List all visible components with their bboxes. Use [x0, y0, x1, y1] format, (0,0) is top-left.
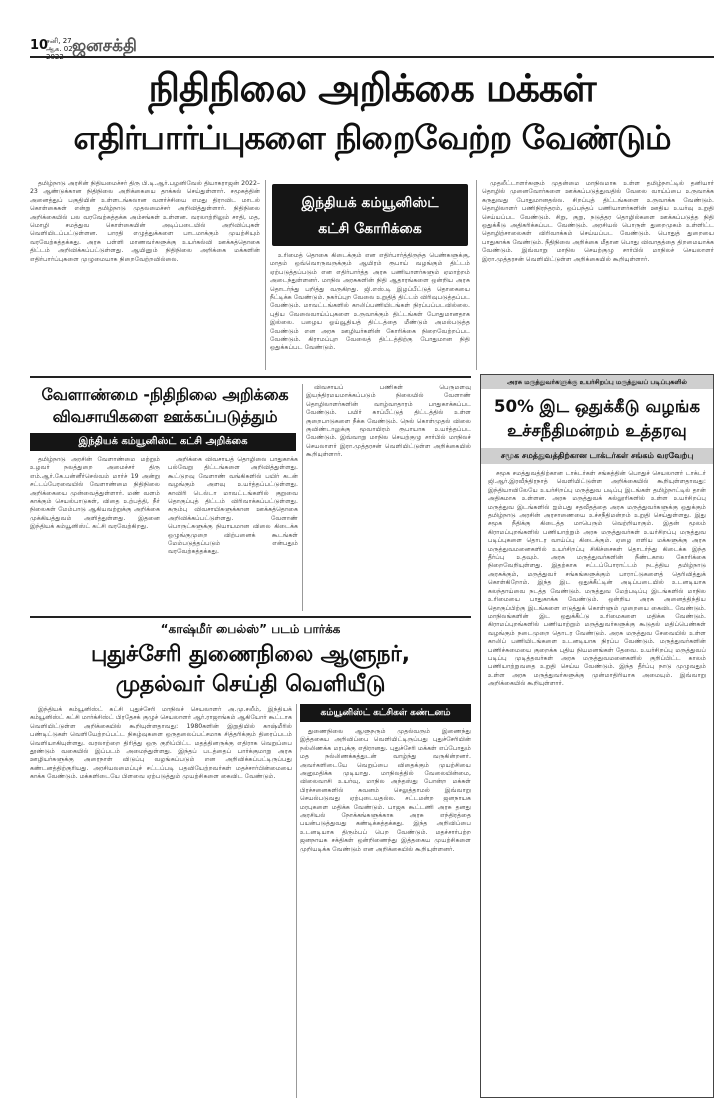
story3-title: 50% இட ஒதுக்கீடு வழங்க உச்சநீதிமன்றம் உத்தரவு — [493, 396, 701, 440]
story1-column-3: முதலீட்டாளர்களும் முதன்மை மாநிலமாக உள்ள தமிழ்நாட்டில் தனியார் தொழில் முனைவோர்களை ஊக்கப்படுத்துவதில் வேலை வாய்ப்பை உருவாக்க கருதுவது போதுமானதல்ல. சிறப்புத் திட்டங்களை உருவாக்க வேண்டும். தொழிலாளர் பணிநிரந்தரம், ஒப்பந்தப் பணியாளர்களின் ஊதிய உயர்வு உறுதி செய்யப்பட வேண்டும். சிறு, குறு, நடுத்தர தொழில்களை ஊக்கப்படுத்த நிதி ஒதுக்கீடு அதிகரிக்கப்பட வேண்டும். அரசியல் பொருள் துறைமுகம் உள்ளிட்ட தொழிற்சாலைகள் விரிவாக்கம் செய்யப்பட வேண்டும். பொதுத் துறையை பாதுகாக்க வேண்டும். நீதிநிலை அறிக்கை மீதான பொது விவாதத்தை திறமையாக்க வேண்டும். இவ்வாறு மாநில செயற்குழு சார்பில் மாநிலச் செயலாளர் இரா.முத்தரசன் வெளியிட்டுள்ள அறிக்கையில் கூறியுள்ளார். — [482, 180, 714, 263]
story2-title: வேளாண்மை -நிதிநிலை அறிக்கை விவசாயிகளை ஊக்கப்படுத்தும் — [41, 385, 289, 426]
story4-column-1: இந்தியக் கம்யூனிஸ்ட் கட்சி புதுச்சேரி மாநிலச் செயலாளர் அ.மு.சலீம், இந்தியக் கம்யூனிஸ்ட் கட்சி மார்க்சிஸ்ட் பிரதேசக் குழுச் செயலாளர் ஆர்.ராஜாங்கம் ஆகியோர் கூட்டாக வெளியிட்டுள்ள அறிக்கையில் கூறியுள்ளதாவது: 1980களின் இறுதியில் காஷ்மீரில் பண்டிட்டுகள் வெளியேற்றப்பட்ட நிகழ்வுகளை ஒருதலைப்பட்சமாக சித்தரிக்கும் திரைப்படம் வெளியாகியுள்ளது. வரலாற்றை திரித்து ஒரு குறிப்பிட்ட மதத்தினருக்கு எதிராக வெறுப்பை தூண்டும் வகையில் இப்படம் அமைந்துள்ளது. இந்தப் படத்தைப் பார்க்குமாறு அரசு ஊழியர்களுக்கு அரைநாள் விடுப்பு வழங்கப்படும் என அறிவிக்கப்பட்டிருப்பது கண்டனத்திற்குரியது. அரசியலமைப்புச் சட்டப்படி பதவியேற்றவர்கள் மதச்சார்பின்மையை காக்க வேண்டும். மக்களிடையே பிளவை ஏற்படுத்தும் முயற்சிகளை கைவிட வேண்டும். — [30, 706, 292, 781]
story3-bar: சமூக சமத்துவத்திற்கான டாக்டர்கள் சங்கம் வரவேற்பு — [481, 448, 713, 464]
story2-column-3: விவசாயப் பணிகள் பெருமளவு இயந்திரமயமாக்கப்படும் நிலையில் வேளாண் தொழிலாளர்களின் வாழ்வாதாரம் பாதுகாக்கப்பட வேண்டும். பயிர் காப்பீட்டுத் திட்டத்தில் உள்ள குறைபாடுகளை நீக்க வேண்டும். நெல் கொள்முதல் விலை குவிண்டாலுக்கு மூவாயிரம் ரூபாயாக உயர்த்தப்பட வேண்டும். இவ்வாறு மாநில செயற்குழு சார்பில் மாநிலச் செயலாளர் இரா.முத்தரசன் வெளியிட்டுள்ள அறிக்கையில் கூறியுள்ளார். — [306, 384, 471, 459]
header-rule — [30, 56, 714, 58]
story2-rule — [30, 376, 471, 378]
story4-kicker: “காஷ்மீர் பைல்ஸ்” படம் பார்க்க — [160, 622, 341, 636]
cpi-demand-box: இந்தியக் கம்யூனிஸ்ட் கட்சி கோரிக்கை — [272, 184, 468, 246]
page-number: 10 — [30, 38, 49, 53]
story1-column-2: உரிமைத் தொகை கிடைக்கும் என எதிர்பார்த்திருந்த பெண்களுக்கு, மாதம் ஒவ்வொருவருக்கும் ஆயிரம் ரூபாய் வழங்கும் திட்டம் ஏற்படுத்தப்படும் என எதிர்பார்த்த அரசு பணியாளர்களும் ஏமாற்றம் அடைந்துள்ளனர். மாநில அரசுகளின் நிதி ஆதாரங்களை ஒன்றிய அரசு தொடர்ந்து பறித்து வருகிறது. ஜி.எஸ்.டி இழப்பீட்டுத் தொகையை நீட்டிக்க வேண்டும். நகர்ப்புற வேலை உறுதித் திட்டம் விரிவுபடுத்தப்பட வேண்டும். மாவட்டங்களில் காலிப்பணியிடங்கள் நிரப்பப்படவில்லை. புதிய வேலைவாய்ப்புகளை உருவாக்கும் திட்டங்கள் போதுமானதாக இல்லை. பழைய ஓய்வூதியத் திட்டத்தை மீண்டும் அமல்படுத்த வேண்டும் என அரசு ஊழியர்களின் கோரிக்கை நிறைவேற்றப்பட வேண்டும். கிராமப்புற வேலைத் திட்டத்திற்கு போதுமான நிதி ஒதுக்கப்பட வேண்டும். — [270, 252, 470, 352]
masthead: ஜனசக்தி — [72, 36, 137, 56]
issue-date: சனி, 27 ஆக. 02 — [46, 37, 73, 53]
headline-line-2: எதிர்பார்ப்புகளை நிறைவேற்ற வேண்டும் — [73, 118, 671, 157]
story1-column-1: தமிழ்நாடு அரசின் நிதியமைச்சர் திரு பி.டி.ஆர்.பழனிவேல் தியாகராஜன் 2022–23 ஆண்டுக்கான நிதிநிலை அறிக்கையை தாக்கல் செய்துள்ளார். சமூகத்தின் அனைத்துப் பகுதியின் உள்ளடங்கலான வளர்ச்சியை எமது திராவிட மாடல் கொள்கைகள் என்று தமிழ்நாடு முதலமைச்சர் அறிவித்துள்ளார். நிதிநிலை அறிக்கையில் பல வரவேற்கத்தக்க அம்சங்கள் உள்ளன. வரலாற்றிலும் சாதி, மத, மொழி சமத்துவ கொள்கையின் அடிப்படையில் அறிவிப்புகள் வெளியிடப்பட்டுள்ளன. பாரதி எழுத்துக்களை பாடமாக்கும் முயற்சியும் வரவேற்கத்தக்கது. அரசு பள்ளி மாணவர்களுக்கு உயர்கல்வி ஊக்கத்தொகை திட்டம் அறிவிக்கப்பட்டுள்ளது. ஆயினும் நிதிநிலை அறிக்கை மக்களின் எதிர்பார்ப்புகளை முழுமையாக நிறைவேற்றவில்லை. — [30, 180, 260, 263]
story2-bar: இந்தியக் கம்யூனிஸ்ட் கட்சி அறிக்கை — [30, 433, 296, 451]
column-divider — [302, 384, 303, 611]
story2-column-1: தமிழ்நாடு அரசின் வேளாண்மை மற்றும் உழவர் நலத்துறை அமைச்சர் திரு எம்.ஆர்.கே.பன்னீர்செல்வம் மார்ச் 19 அன்று சட்டப்பேரவையில் வேளாண்மை நிதிநிலை அறிக்கையை முன்வைத்துள்ளார். மண் வளம் காக்கும் செயல்பாடுகள், விதை உற்பத்தி, நீர் நிலைகள் மேம்பாடு ஆகியவற்றுக்கு அறிக்கை முக்கியத்துவம் அளித்துள்ளது. இதனை இந்தியக் கம்யூனிஸ்ட் கட்சி வரவேற்கிறது. — [30, 456, 160, 531]
story4-bar: கம்யூனிஸ்ட் கட்சிகள் கண்டனம் — [300, 704, 471, 722]
headline-line-1: நிதிநிலை அறிக்கை மக்கள் — [148, 66, 596, 110]
story4-title: புதுச்சேரி துணைநிலை ஆளுநர், முதல்வர் செய்தி வெளியீடு — [91, 642, 410, 697]
story4-column-2: துணைநிலை ஆளுநரும் முதல்வரும் இணைந்து இத்தகைய அறிவிப்பை வெளியிட்டிருப்பது புதுச்சேரியின் நல்லிணக்க மரபுக்கு எதிரானது. புதுச்சேரி மக்கள் எப்போதும் மத நல்லிணக்கத்துடன் வாழ்ந்து வருகின்றனர். அவர்களிடையே வெறுப்பை விதைக்கும் முயற்சியை அனுமதிக்க முடியாது. மாநிலத்தில் வேலையின்மை, விலைவாசி உயர்வு, மாநில அந்தஸ்து போன்ற மக்கள் பிரச்சனைகளில் கவனம் செலுத்தாமல் இவ்வாறு செயல்படுவது ஏற்புடையதல்ல. சட்டமன்ற ஜனநாயக மரபுகளை மதிக்க வேண்டும். பாஜக கூட்டணி அரசு தனது அரசியல் நோக்கங்களுக்காக அரசு எந்திரத்தை பயன்படுத்துவது கண்டிக்கத்தக்கது. இந்த அறிவிப்பை உடனடியாக திரும்பப் பெற வேண்டும். மதச்சார்பற்ற ஜனநாயக சக்திகள் ஒன்றிணைந்து இத்தகைய முயற்சிகளை முறியடிக்க வேண்டும் என அறிக்கையில் கூறியுள்ளனர். — [300, 728, 471, 853]
story4-rule — [30, 616, 471, 618]
column-divider — [296, 704, 297, 1098]
story3-kicker: அரசு மருத்துவர்களுக்கு உயர்சிறப்பு மருத்துவப் படிப்புகளில் — [481, 375, 713, 389]
story3-body: சமூக சமத்துவத்திற்கான டாக்டர்கள் சங்கத்தின் பொதுச் செயலாளர் டாக்டர் ஜி.ஆர்.இரவீந்திரநாத் வெளியிட்டுள்ள அறிக்கையில் கூறியுள்ளதாவது: இந்தியாவிலேயே உயர்சிறப்பு மருத்துவ படிப்பு இடங்கள் தமிழ்நாட்டில் தான் அதிகமாக உள்ளன. அரசு மருத்துவக் கல்லூரிகளில் உள்ள உயர்சிறப்பு மருத்துவ இடங்களில் ஐம்பது சதவீதத்தை அரசு மருத்துவர்களுக்கு ஒதுக்கும் தமிழ்நாடு அரசின் அரசாணையை உச்சநீதிமன்றம் உறுதி செய்துள்ளது. இது சமூக நீதிக்கு கிடைத்த மாபெரும் வெற்றியாகும். இதன் மூலம் கிராமப்புறங்களில் பணியாற்றும் அரசு மருத்துவர்கள் உயர்சிறப்பு மருத்துவ படிப்புகளை தொடர வாய்ப்பு கிடைக்கும். ஏழை எளிய மக்களுக்கு அரசு மருத்துவமனைகளில் உயர்சிறப்பு சிகிச்சைகள் தொடர்ந்து கிடைக்க இந்த தீர்ப்பு உதவும். அரசு மருத்துவர்களின் நீண்டகால கோரிக்கை நிறைவேறியுள்ளது. இதற்காக சட்டப்போராட்டம் நடத்திய தமிழ்நாடு அரசுக்கும், மருத்துவர் சங்கங்களுக்கும் பாராட்டுகளைத் தெரிவித்துக் கொள்கிறோம். இந்த இட ஒதுக்கீட்டின் அடிப்படையில் உடனடியாக கலந்தாய்வை நடத்த வேண்டும். மருத்துவ மேற்படிப்பு இடங்களில் மாநில உரிமையை பாதுகாக்க வேண்டும். ஒன்றிய அரசு அனைத்திந்திய தொகுப்பிற்கு இடங்களை எடுத்துக் கொள்ளும் முறையை கைவிட வேண்டும். மாநிலங்களின் இட ஒதுக்கீட்டு உரிமைகளை மதிக்க வேண்டும். கிராமப்புறங்களில் பணியாற்றும் மருத்துவர்களுக்கு கூடுதல் மதிப்பெண்கள் வழங்கும் நடைமுறை தொடர வேண்டும். அரசு மருத்துவ சேவையில் உள்ள காலிப் பணியிடங்களை உடனடியாக நிரப்ப வேண்டும். மருத்துவர்களின் பணிச்சுமையை குறைக்க புதிய நியமனங்கள் தேவை. உயர்சிறப்பு மருத்துவப் படிப்பு முடித்தவர்கள் அரசு மருத்துவமனைகளில் குறிப்பிட்ட காலம் பணியாற்றுவதை உறுதி செய்ய வேண்டும். இந்த தீர்ப்பு நாடு முழுவதும் உள்ள அரசு மருத்துவர்களுக்கு முன்மாதிரியாக அமையும். இவ்வாறு அறிக்கையில் கூறியுள்ளார். — [488, 470, 706, 688]
story2-column-2: அறிக்கை விவசாயத் தொழிலை பாதுகாக்க பல்வேறு திட்டங்களை அறிவித்துள்ளது. கூட்டுறவு வேளாண் வங்கிகளில் பயிர் கடன் வழங்கும் அளவு உயர்த்தப்பட்டுள்ளது. காவிரி டெல்டா மாவட்டங்களில் குறுவை தொகுப்புத் திட்டம் விரிவாக்கப்பட்டுள்ளது. கரும்பு விவசாயிகளுக்கான ஊக்கத்தொகை அறிவிக்கப்பட்டுள்ளது. வேளாண் பொருட்களுக்கு நியாயமான விலை கிடைக்க ஒழுங்குமுறை விற்பனைக் கூடங்கள் மேம்படுத்தப்படும் என்பதும் வரவேற்கத்தக்கது. — [168, 456, 298, 556]
column-divider — [476, 180, 477, 370]
column-divider — [265, 180, 266, 370]
